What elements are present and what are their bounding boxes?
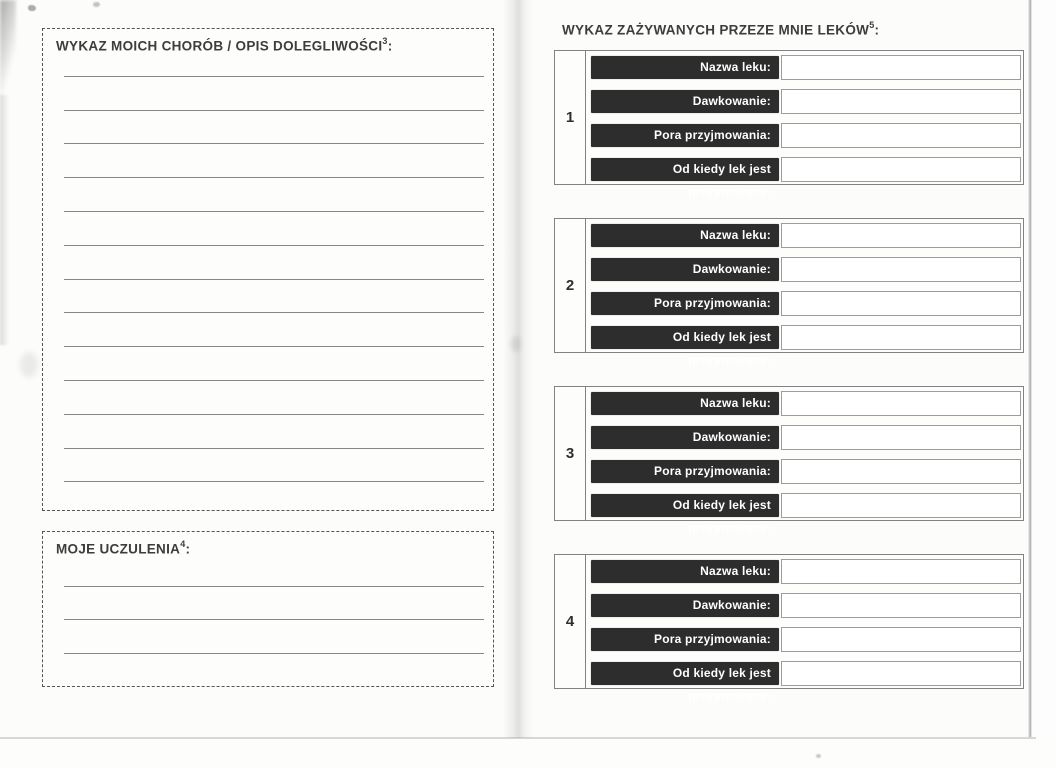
- writing-line: [64, 43, 484, 77]
- field-label: Pora przyjmowania:: [591, 628, 779, 651]
- medication-block: [554, 554, 1024, 703]
- writing-line: [64, 280, 484, 314]
- field-label: Pora przyjmowania:: [591, 292, 779, 315]
- allergies-section: [42, 531, 494, 687]
- field-input: [781, 325, 1021, 350]
- field-input: [781, 493, 1021, 518]
- field-label: Nazwa leku:: [591, 392, 779, 415]
- block-rows: [586, 219, 1023, 367]
- field-label: Od kiedy lek jest przyjmowany:: [591, 158, 779, 181]
- medication-block: [554, 386, 1024, 535]
- field-row: [591, 89, 1021, 114]
- field-row: [591, 223, 1021, 248]
- field-input: [781, 661, 1021, 686]
- field-input: [781, 559, 1021, 584]
- field-input: [781, 291, 1021, 316]
- field-label: Nazwa leku:: [591, 224, 779, 247]
- writing-line: [64, 212, 484, 246]
- field-input: [781, 123, 1021, 148]
- title-text: WYKAZ ZAŻYWANYCH PRZEZE MNIE LEKÓW: [562, 22, 870, 38]
- field-input: [781, 593, 1021, 618]
- field-label: Dawkowanie:: [591, 426, 779, 449]
- writing-line: [64, 381, 484, 415]
- block-number: 4: [555, 555, 586, 688]
- title-text: MOJE UCZULENIA: [56, 541, 181, 557]
- field-label: Dawkowanie:: [591, 594, 779, 617]
- field-input: [781, 223, 1021, 248]
- block-rows: [586, 51, 1023, 199]
- field-row: [591, 627, 1021, 652]
- field-row: [591, 157, 1021, 199]
- field-label: Pora przyjmowania:: [591, 460, 779, 483]
- writing-line: [64, 111, 484, 145]
- diseases-section: [42, 28, 494, 511]
- diseases-writing-lines: [64, 43, 484, 482]
- footnote-marker: 4: [180, 539, 186, 549]
- field-row: [591, 291, 1021, 316]
- field-input: [781, 55, 1021, 80]
- writing-line: [64, 77, 484, 111]
- block-number: 1: [555, 51, 586, 184]
- scan-smudge: [20, 352, 38, 378]
- writing-line: [64, 587, 484, 620]
- medication-block: [554, 50, 1024, 199]
- field-row: [591, 123, 1021, 148]
- writing-line: [64, 246, 484, 280]
- scan-speck: [816, 754, 821, 758]
- field-label: Od kiedy lek jest przyjmowany:: [591, 662, 779, 685]
- page-fold-shadow: [503, 0, 533, 738]
- writing-line: [64, 313, 484, 347]
- scanner-background-bottom: [0, 739, 1056, 768]
- writing-line: [64, 415, 484, 449]
- page-edge-shadow: [1028, 0, 1032, 737]
- writing-line: [64, 554, 484, 587]
- field-row: [591, 459, 1021, 484]
- field-row: [591, 257, 1021, 282]
- field-row: [591, 425, 1021, 450]
- field-input: [781, 425, 1021, 450]
- field-row: [591, 325, 1021, 367]
- title-text: WYKAZ MOICH CHORÓB / OPIS DOLEGLIWOŚCI: [56, 38, 383, 54]
- field-label: Pora przyjmowania:: [591, 124, 779, 147]
- writing-line: [64, 620, 484, 653]
- block-rows: [586, 555, 1023, 703]
- title-suffix: :: [387, 38, 393, 54]
- field-row: [591, 661, 1021, 703]
- block-number: 2: [555, 219, 586, 352]
- footnote-marker: 5: [869, 20, 875, 30]
- field-row: [591, 493, 1021, 535]
- scanner-background: [1032, 0, 1056, 768]
- title-suffix: :: [874, 22, 880, 38]
- medication-blocks: [554, 50, 1024, 722]
- allergies-writing-lines: [64, 554, 484, 654]
- field-input: [781, 391, 1021, 416]
- footnote-marker: 3: [382, 36, 388, 46]
- medications-title: [562, 21, 879, 38]
- field-label: Nazwa leku:: [591, 56, 779, 79]
- field-row: [591, 55, 1021, 80]
- field-input: [781, 627, 1021, 652]
- field-label: Od kiedy lek jest przyjmowany:: [591, 494, 779, 517]
- field-input: [781, 459, 1021, 484]
- page-bottom-edge-shadow: [0, 737, 1036, 739]
- scan-speck: [93, 2, 100, 7]
- field-label: Dawkowanie:: [591, 258, 779, 281]
- writing-line: [64, 449, 484, 483]
- field-row: [591, 559, 1021, 584]
- field-label: Dawkowanie:: [591, 90, 779, 113]
- scan-smudge: [0, 95, 9, 345]
- medication-block: [554, 218, 1024, 367]
- field-input: [781, 89, 1021, 114]
- scan-smudge: [0, 0, 16, 95]
- writing-line: [64, 178, 484, 212]
- field-row: [591, 593, 1021, 618]
- block-rows: [586, 387, 1023, 535]
- field-label: Od kiedy lek jest przyjmowany:: [591, 326, 779, 349]
- scan-speck: [28, 5, 36, 11]
- writing-line: [64, 347, 484, 381]
- field-label: Nazwa leku:: [591, 560, 779, 583]
- block-number: 3: [555, 387, 586, 520]
- title-suffix: :: [185, 541, 191, 557]
- field-input: [781, 257, 1021, 282]
- writing-line: [64, 144, 484, 178]
- field-input: [781, 157, 1021, 182]
- field-row: [591, 391, 1021, 416]
- scan-smudge: [511, 336, 521, 352]
